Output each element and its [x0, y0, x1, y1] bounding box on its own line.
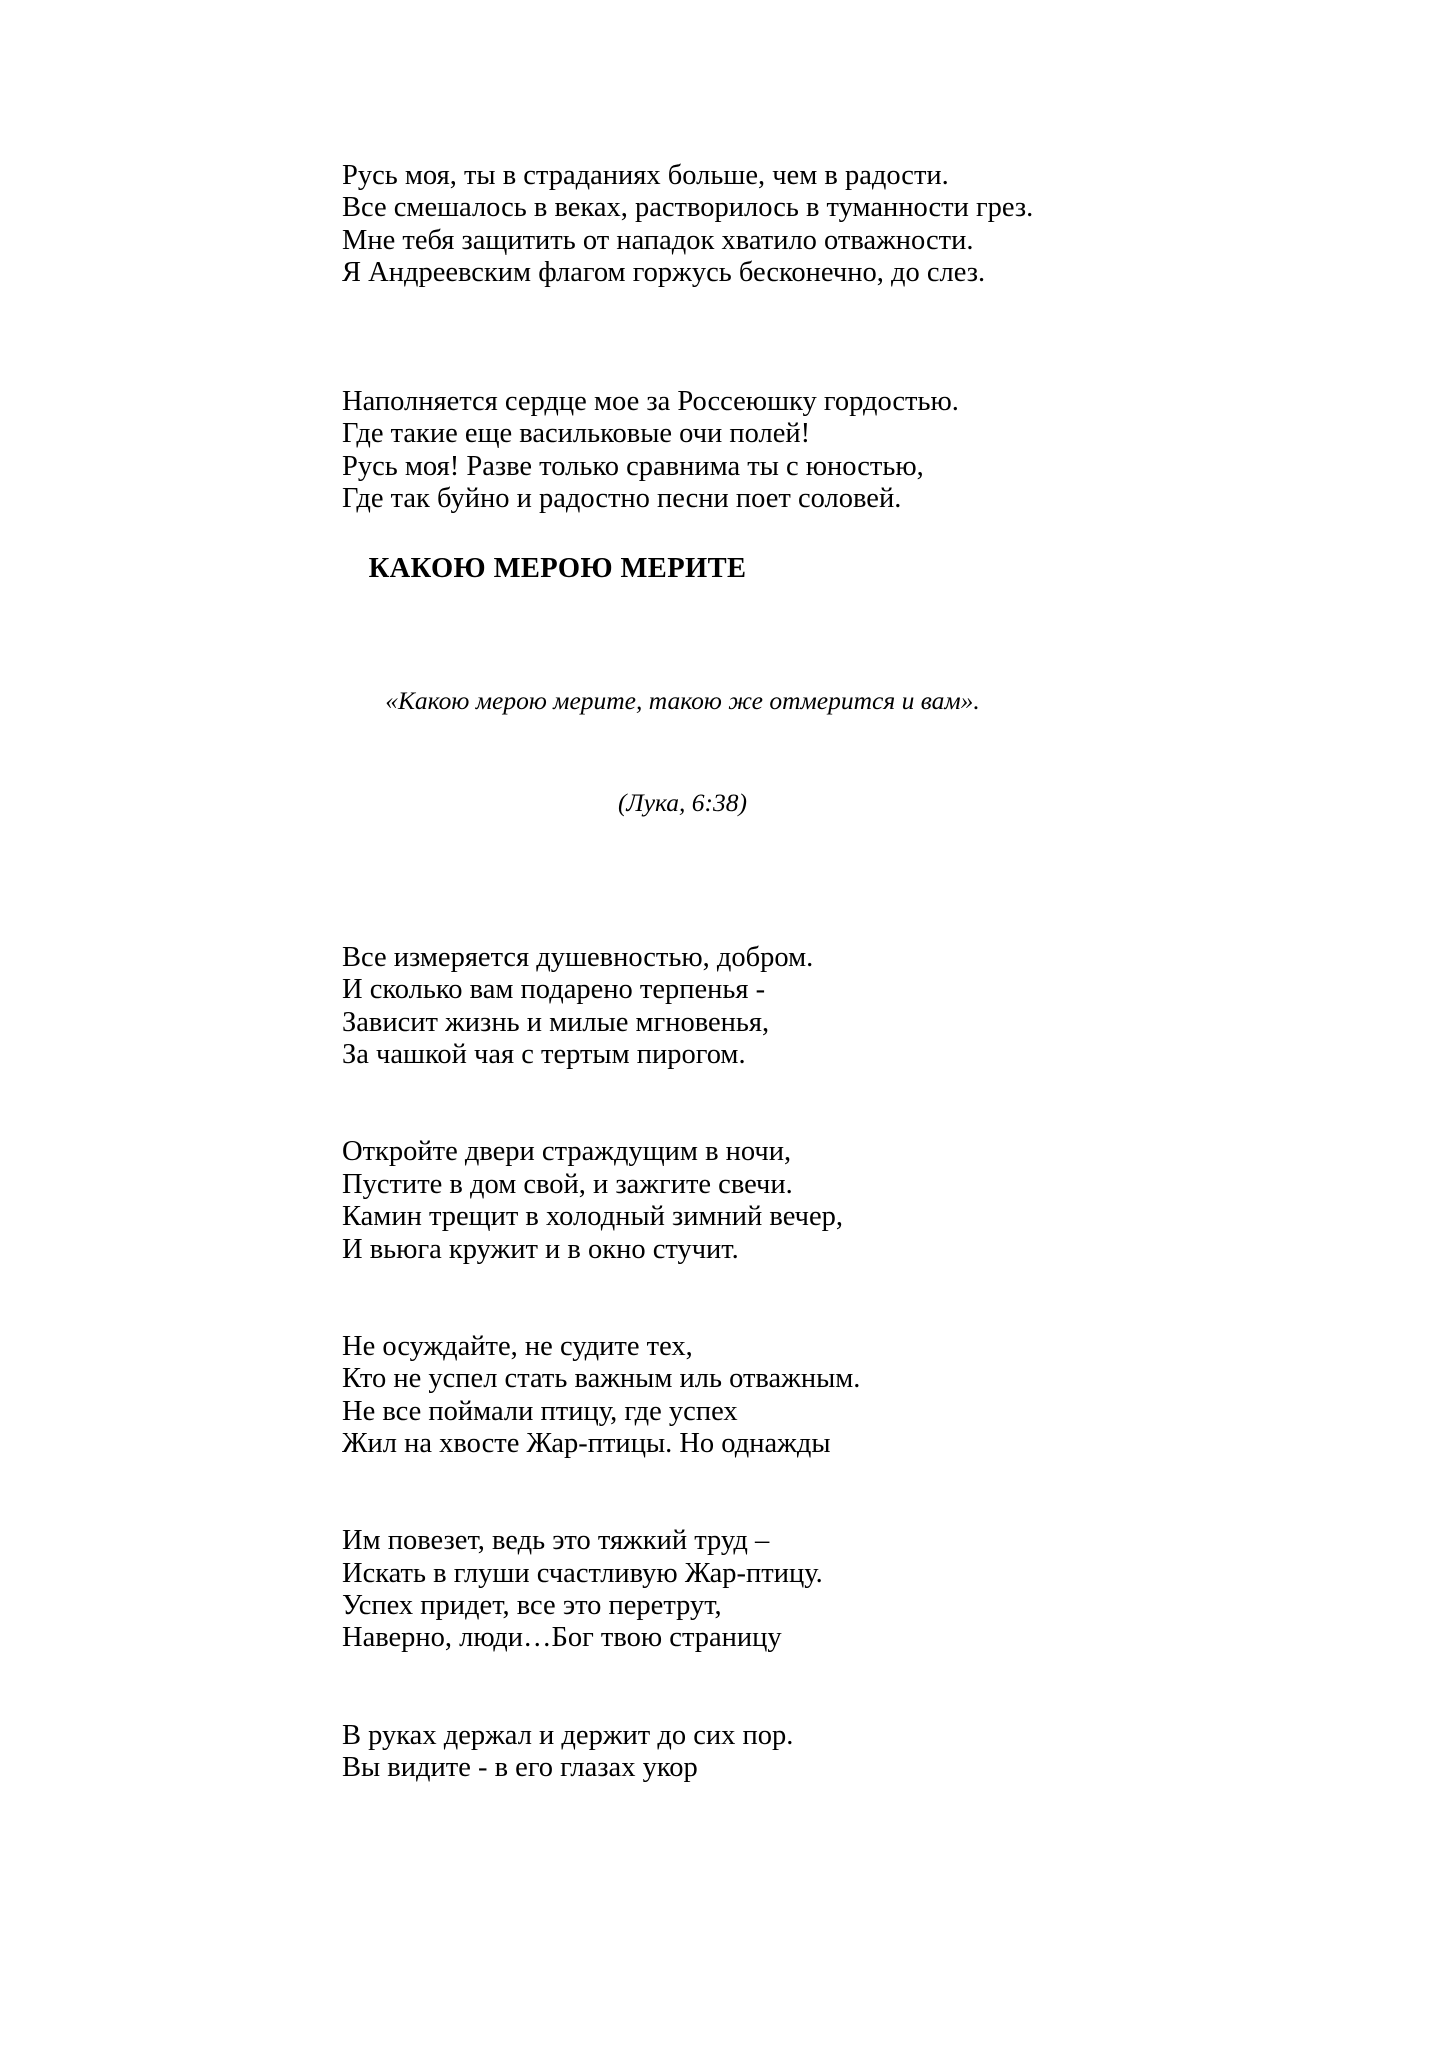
- poem-title: КАКОЮ МЕРОЮ МЕРИТЕ: [368, 552, 747, 584]
- verse-line: За чашкой чая с тертым пирогом.: [342, 1039, 746, 1071]
- verse-line: Пустите в дом свой, и зажгите свечи.: [342, 1168, 793, 1200]
- poem-one-stanza-2: [0, 386, 1455, 516]
- verse-line: Зависит жизнь и милые мгновенья,: [342, 1006, 770, 1038]
- stanza-separator: [0, 354, 1455, 386]
- verse-line: Наверно, люди…Бог твою страницу: [342, 1622, 782, 1654]
- verse-line: Где так буйно и радостно песни поет соловей.: [342, 483, 902, 515]
- stanza-separator: [0, 1493, 1455, 1525]
- stanza-separator: [0, 1655, 1455, 1687]
- epigraph-spacer: [0, 586, 1455, 616]
- verse-line: Русь моя! Разве только сравнима ты с юностью,: [342, 450, 924, 482]
- body-spacer: [0, 910, 1455, 942]
- stanza-separator: [0, 1298, 1455, 1330]
- stanza-separator: [0, 1687, 1455, 1719]
- epigraph-block: [0, 616, 1455, 888]
- body-spacer: [0, 888, 1455, 910]
- verse-line: Откройте двери страждущим в ночи,: [342, 1136, 792, 1168]
- poem-two-stanza-4: [0, 1525, 1455, 1655]
- verse-line: Кто не успел стать важным иль отважным.: [342, 1363, 861, 1395]
- top-margin-spacer: [0, 0, 1455, 160]
- verse-line: Успех придет, все это перетрут,: [342, 1590, 722, 1622]
- verse-line: И сколько вам подарено терпенья -: [342, 974, 766, 1006]
- poem-two-stanza-3: [0, 1331, 1455, 1461]
- verse-line: Русь моя, ты в страданиях больше, чем в радости.: [342, 160, 949, 191]
- verse-line: Камин трещит в холодный зимний вечер,: [342, 1201, 843, 1233]
- verse-line: Все смешалось в веках, растворилось в туманности грез.: [342, 192, 1034, 224]
- verse-line: В руках держал и держит до сих пор.: [342, 1719, 794, 1751]
- stanza-separator: [0, 1266, 1455, 1298]
- stanza-separator: [0, 1072, 1455, 1104]
- stanza-separator: [0, 290, 1455, 354]
- poem-two-stanza-5: [0, 1720, 1455, 1785]
- epigraph-quote: «Какою мерою мерите, такою же отмерится и вам».: [385, 685, 980, 715]
- verse-line: Жил на хвосте Жар-птицы. Но однажды: [342, 1428, 831, 1460]
- poem-one-stanza-1: [0, 160, 1455, 290]
- stanza-separator: [0, 1104, 1455, 1136]
- poem-two-stanza-2: [0, 1136, 1455, 1266]
- verse-line: Им повезет, ведь это тяжкий труд –: [342, 1525, 770, 1557]
- verse-line: Мне тебя защитить от нападок хватило отважности.: [342, 224, 974, 256]
- verse-line: Искать в глуши счастливую Жар-птицу.: [342, 1557, 823, 1589]
- verse-line: Не все поймали птицу, где успех: [342, 1395, 738, 1427]
- verse-line: И вьюга кружит и в окно стучит.: [342, 1233, 739, 1265]
- epigraph-source: (Лука, 6:38): [617, 787, 748, 817]
- verse-line: Вы видите - в его глазах укор: [342, 1752, 698, 1784]
- verse-line: Все измеряется душевностью, добром.: [342, 942, 814, 974]
- poem-two-stanza-1: [0, 942, 1455, 1072]
- verse-line: Не осуждайте, не судите тех,: [342, 1330, 693, 1362]
- verse-line: Я Андреевским флагом горжусь бесконечно, до слез.: [342, 257, 986, 289]
- title-spacer: [0, 516, 1455, 552]
- stanza-separator: [0, 1460, 1455, 1492]
- verse-line: Наполняется сердце мое за Россеюшку гордостью.: [342, 386, 959, 418]
- verse-line: Где такие еще васильковые очи полей!: [342, 418, 811, 450]
